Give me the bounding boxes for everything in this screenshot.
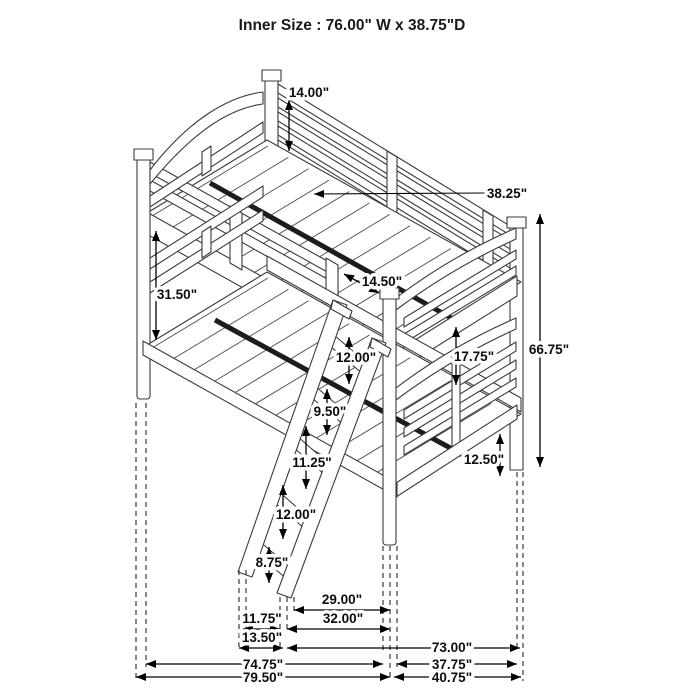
dim-top-width: 38.25" [486,186,528,201]
dim-ladder-gap-2: 9.50" [313,404,347,419]
front-left-post-cap [134,149,153,160]
dim-ladder-gap-4: 12.00" [275,507,317,522]
dim-ladder-gap-1: 12.00" [335,350,377,365]
dim-overall-height: 66.75" [528,342,570,357]
dim-overall-length: 79.50" [242,670,284,685]
left-headboard-divider [202,146,211,176]
rear-left-post-cap [262,70,281,81]
dim-lower-bed-height: 17.75" [453,349,495,364]
rear-right-post-cap [507,217,526,228]
dim-mid-length: 74.75" [242,657,284,672]
dim-ladder-span: 32.00" [322,611,364,626]
bottom-left-headboard-divider [202,226,211,258]
dim-ladder-gap-5: 8.75" [255,555,289,570]
dim-mid-depth: 37.75" [431,657,473,672]
dim-back-guard-height: 14.00" [288,85,330,100]
dim-ladder-foot-outer: 13.50" [241,630,283,645]
bed-drawing [134,70,526,598]
front-left-post [137,158,150,399]
dim-ladder-gap-3: 11.25" [292,455,332,470]
dim-ladder-offset: 29.00" [321,592,363,607]
dim-inner-length: 73.00" [431,640,473,655]
dim-front-guard-height: 14.50" [361,274,403,289]
front-right-post-cap [380,288,399,299]
dim-overall-depth: 40.75" [431,670,473,685]
dim-bunk-spacing: 31.50" [156,287,198,302]
dim-floor-clearance: 12.50" [463,452,505,467]
dim-ladder-foot-inner: 11.75" [242,611,282,626]
front-right-post [383,297,396,545]
page-title: Inner Size : 76.00" W x 38.75"D [238,17,466,34]
